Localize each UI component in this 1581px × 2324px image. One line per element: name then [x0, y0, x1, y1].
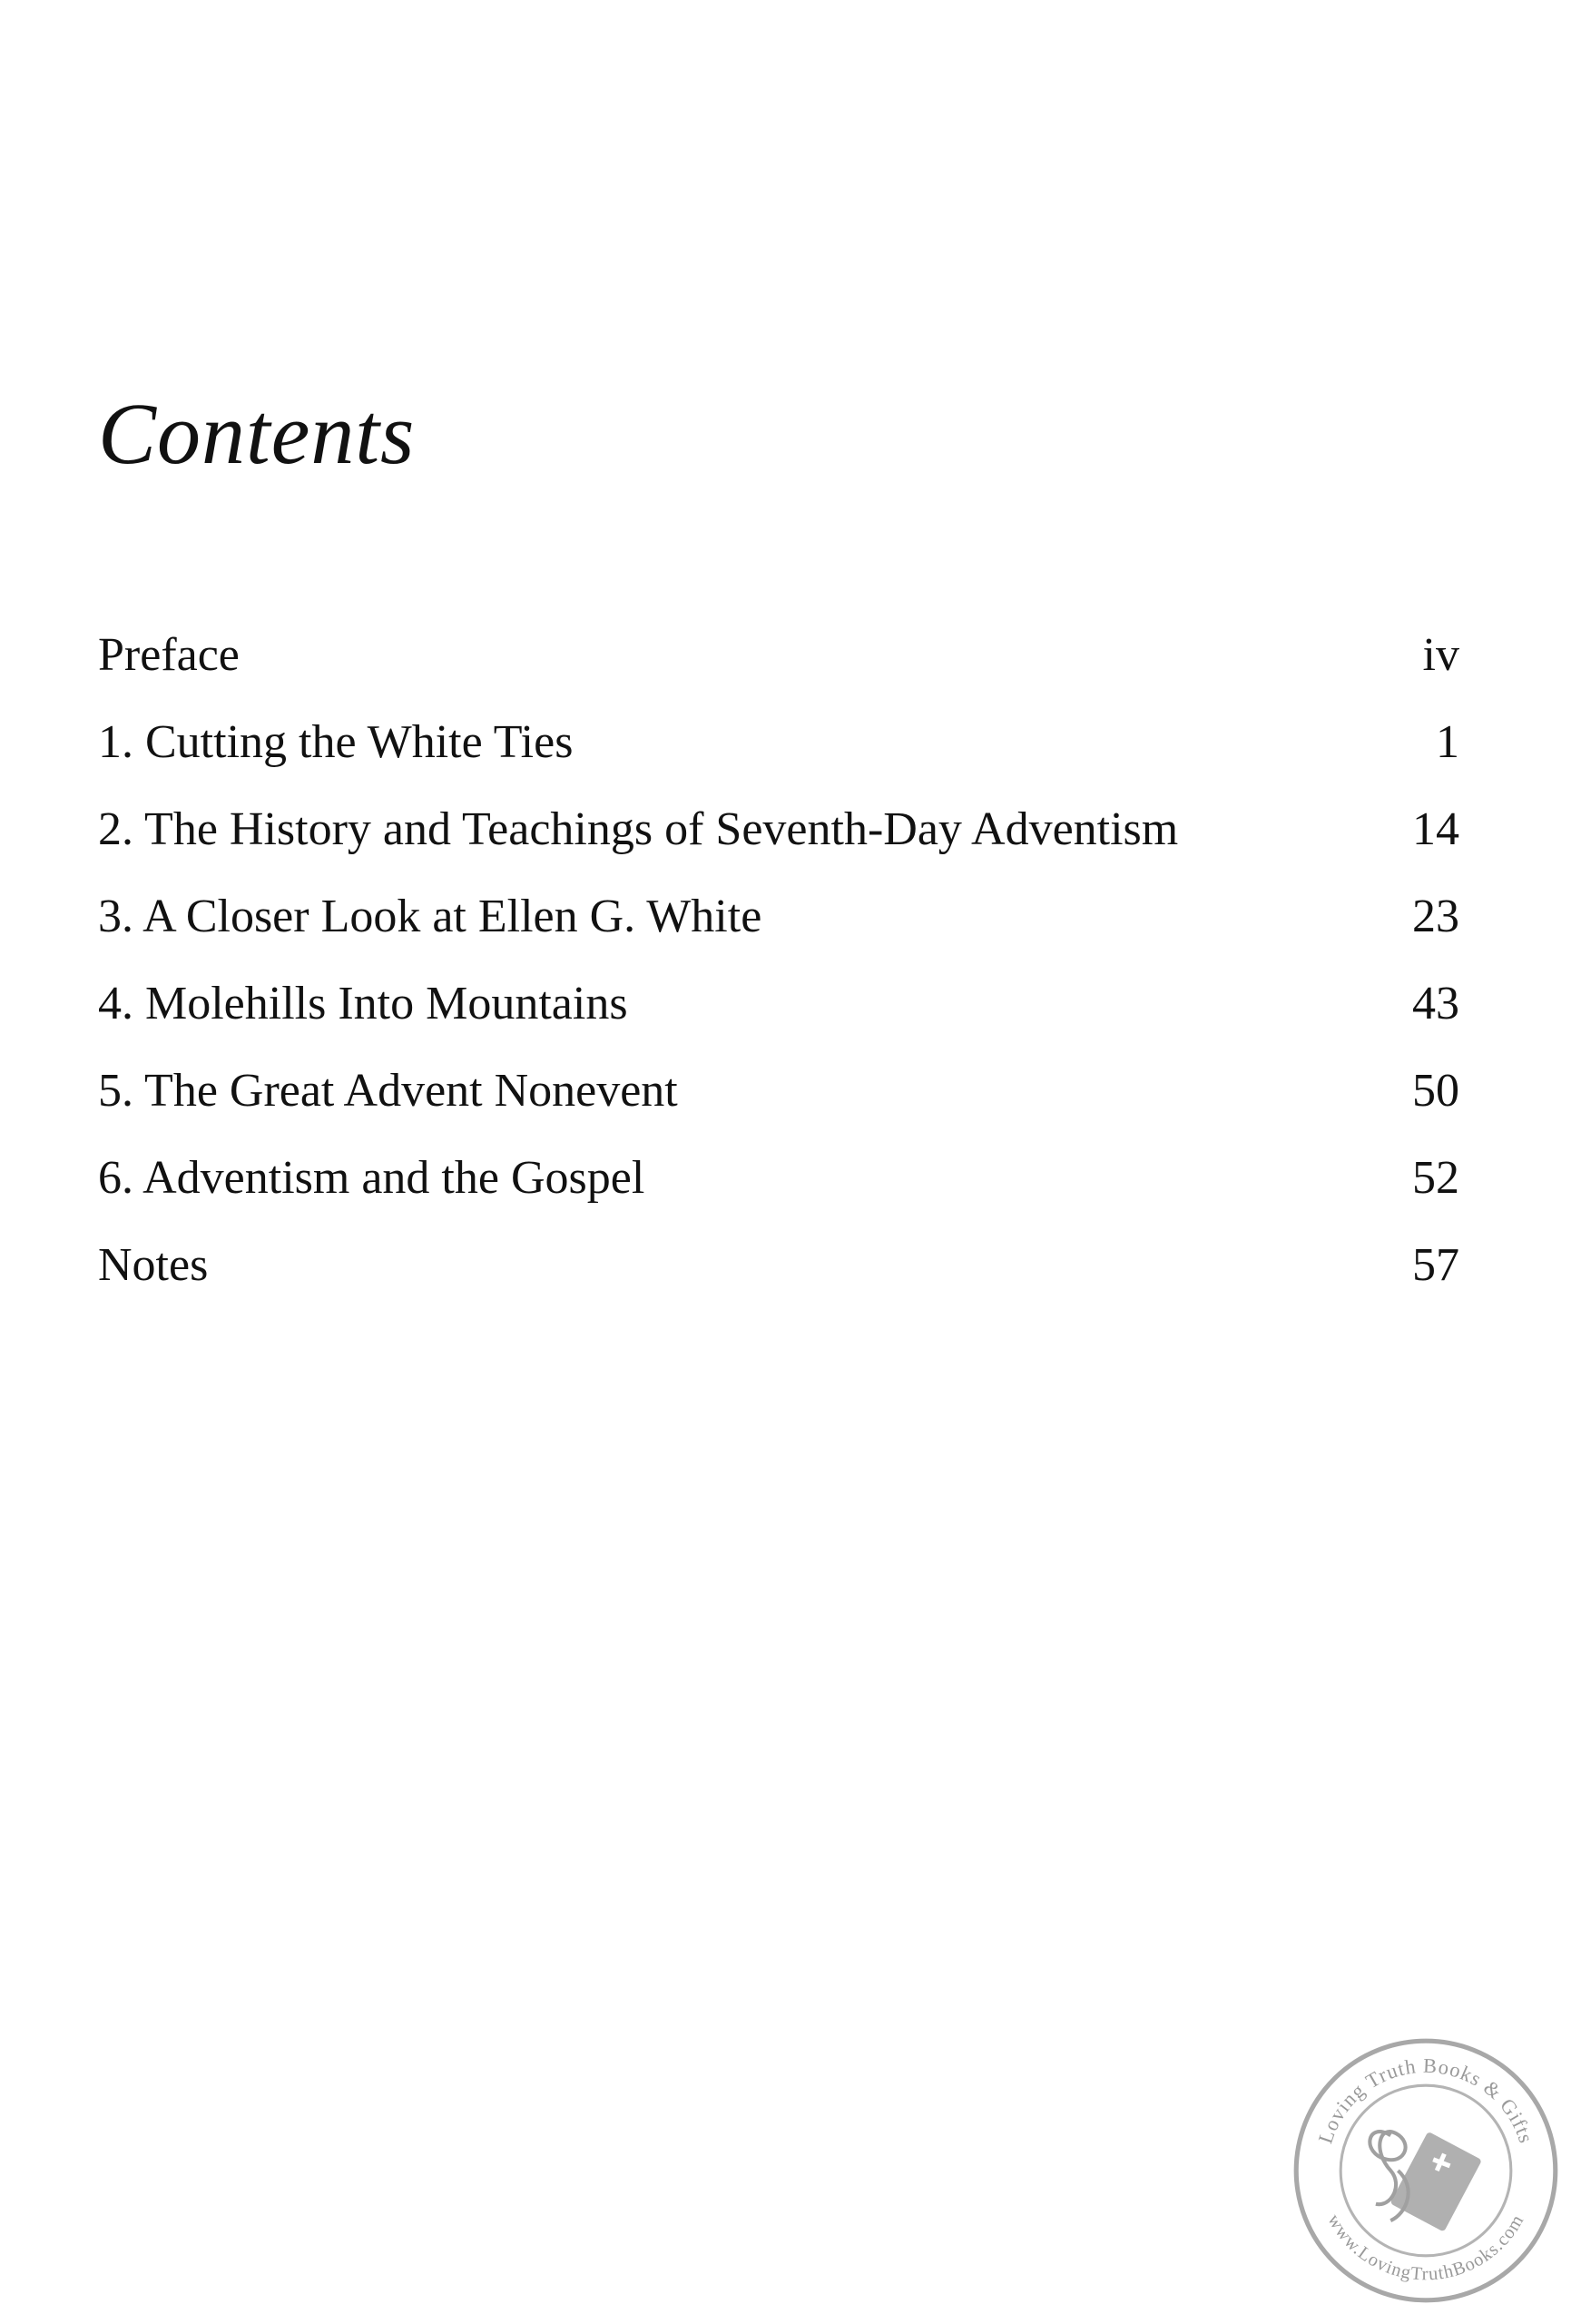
- toc-entry-title: 4. Molehills Into Mountains: [98, 978, 628, 1029]
- toc-entry: [98, 1062, 1459, 1149]
- toc-entry-page: 23: [1412, 891, 1459, 942]
- toc-entry-page: 14: [1412, 803, 1459, 855]
- toc-entry: [98, 1236, 1459, 1324]
- toc-entry-title: 5. The Great Advent Nonevent: [98, 1065, 678, 1117]
- toc-entry-page: 1: [1436, 716, 1459, 768]
- seal-text-top: Loving Truth Books & Gifts: [1313, 2053, 1538, 2147]
- toc-entry: [98, 975, 1459, 1062]
- page-title: Contents: [98, 385, 416, 482]
- toc-entry: [98, 801, 1459, 888]
- toc-entry: [98, 1149, 1459, 1236]
- watermark-seal: [1287, 2032, 1565, 2309]
- toc-entry: [98, 888, 1459, 975]
- toc-entry-title: 2. The History and Teachings of Seventh-Day Adventism: [98, 803, 1179, 855]
- toc-entry-title: Notes: [98, 1239, 209, 1291]
- seal-text-bottom: www.LovingTruthBooks.com: [1323, 2211, 1528, 2285]
- toc-entry-page: 43: [1412, 978, 1459, 1029]
- toc-entry-title: 6. Adventism and the Gospel: [98, 1152, 645, 1204]
- toc-entry: [98, 626, 1459, 714]
- toc-entry-title: 3. A Closer Look at Ellen G. White: [98, 891, 762, 942]
- table-of-contents: [98, 626, 1459, 1324]
- toc-entry-page: 52: [1412, 1152, 1459, 1204]
- toc-entry-page: 50: [1412, 1065, 1459, 1117]
- toc-entry-page: iv: [1422, 629, 1459, 681]
- toc-entry: [98, 714, 1459, 801]
- toc-entry-title: Preface: [98, 629, 240, 681]
- toc-entry-page: 57: [1412, 1239, 1459, 1291]
- toc-entry-title: 1. Cutting the White Ties: [98, 716, 574, 768]
- book-ribbon-icon: [1370, 2132, 1482, 2232]
